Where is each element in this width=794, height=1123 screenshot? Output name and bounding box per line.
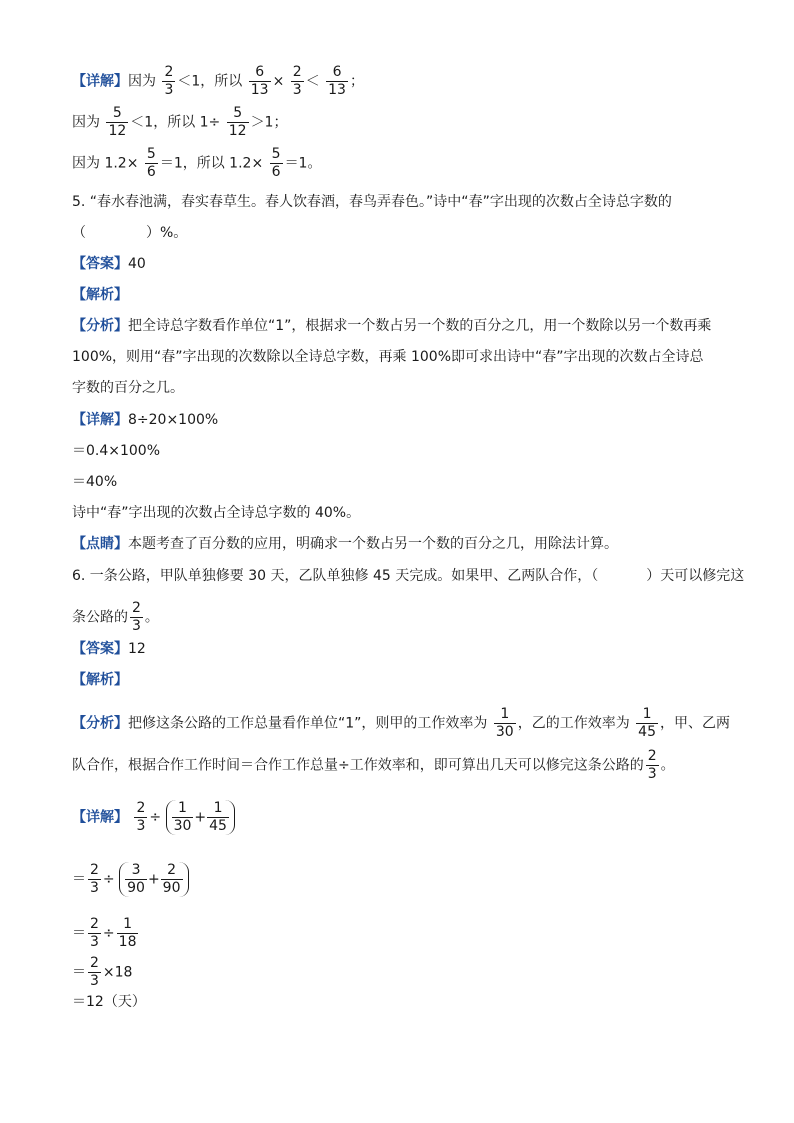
fraction: $\frac{5}{12}$ <box>108 105 127 139</box>
analysis-head-tag: 【解析】 <box>72 287 128 303</box>
prev-detail-line-1: 【详解】因为 $\frac{2}{3}$ ＜1，所以 $\frac{6}{13}$ × $\frac{2}{3}$ ＜ $\frac{6}{13}$ ； <box>72 64 364 98</box>
parenthesized-sum: $\frac{1}{30}$ + $\frac{1}{45}$ <box>166 800 235 835</box>
fraction: $\frac{5}{12}$ <box>228 105 247 139</box>
prev-detail-line-3: 因为 1.2× $\frac{5}{6}$ ＝1，所以 1.2× $\frac{5}{6}$ ＝1。 <box>72 146 322 180</box>
q5-question-line-1: 5. “春水春池满，春实春草生。春人饮春酒，春鸟弄春色。”诗中“春”字出现的次数占全诗总字数的 <box>72 194 672 210</box>
q6-analysis-line-1: 【分析】把修这条公路的工作总量看作单位“1”，则甲的工作效率为 $\frac{1}{30}$ ，乙的工作效率为 $\frac{1}{45}$ ，甲、乙两 <box>72 706 730 740</box>
q6-detail-line-1: 【详解】 $\frac{2}{3}$ ÷ $\frac{1}{30}$ + $\frac{1}{45}$ <box>72 800 235 835</box>
q5-detail-line-2: ＝0.4×100% <box>72 443 161 459</box>
fraction: $\frac{2}{3}$ <box>647 748 657 782</box>
q6-detail-line-5: ＝12（天） <box>72 994 146 1010</box>
q6-answer: 【答案】12 <box>72 641 146 657</box>
q6-detail-line-3: ＝ $\frac{2}{3}$ ÷ $\frac{1}{18}$ <box>72 916 137 950</box>
parenthesized-sum: $\frac{3}{90}$ + $\frac{2}{90}$ <box>119 862 188 897</box>
q5-detail-line-1: 【详解】8÷20×100% <box>72 412 219 428</box>
q5-detail-line-4: 诗中“春”字出现的次数占全诗总字数的 40%。 <box>72 505 361 521</box>
q5-analysis-line-1: 【分析】把全诗总字数看作单位“1”，根据求一个数占另一个数的百分之几，用一个数除以另一个数再乘 <box>72 318 712 334</box>
fraction: $\frac{2}{90}$ <box>162 862 181 896</box>
fraction: $\frac{1}{18}$ <box>118 916 137 950</box>
q6-detail-line-2: ＝ $\frac{2}{3}$ ÷ $\frac{3}{90}$ + $\frac{2}{90}$ <box>72 862 189 897</box>
q5-analysis-line-2: 100%，则用“春”字出现的次数除以全诗总字数，再乘 100%即可求出诗中“春”字出现的次数占全诗总 <box>72 349 704 365</box>
fraction: $\frac{1}{45}$ <box>209 800 227 834</box>
fraction: $\frac{2}{3}$ <box>292 64 302 98</box>
fraction: $\frac{2}{3}$ <box>164 64 174 98</box>
fraction: $\frac{1}{30}$ <box>173 800 192 834</box>
fraction: $\frac{2}{3}$ <box>90 916 99 950</box>
fraction: $\frac{1}{30}$ <box>495 706 514 740</box>
q5-answer: 【答案】40 <box>72 256 146 272</box>
q6-analysis-line-2: 队合作，根据合作工作时间＝合作工作总量÷工作效率和，即可算出几天可以修完这条公路的 $\frac{2}{3}$ 。 <box>72 748 675 782</box>
answer-tag: 【答案】 <box>72 256 128 272</box>
fraction: $\frac{6}{13}$ <box>250 64 269 98</box>
fraction: $\frac{2}{3}$ <box>132 600 141 634</box>
q5-analysis-line-3: 字数的百分之几。 <box>72 380 184 396</box>
q6-question-line-2: 条公路的 $\frac{2}{3}$ 。 <box>72 600 159 634</box>
detail-tag: 【详解】 <box>72 412 128 428</box>
fraction: $\frac{2}{3}$ <box>90 955 99 989</box>
prev-detail-line-2: 因为 $\frac{5}{12}$ ＜1，所以 1÷ $\frac{5}{12}$ ＞1； <box>72 105 288 139</box>
fraction: $\frac{5}{6}$ <box>146 146 156 180</box>
analysis-head-tag: 【解析】 <box>72 672 128 688</box>
q6-analysis-head <box>72 670 128 690</box>
fraction: $\frac{3}{90}$ <box>127 862 145 896</box>
fraction: $\frac{2}{3}$ <box>136 800 146 834</box>
fraction: $\frac{5}{6}$ <box>271 146 281 180</box>
analysis-tag: 【分析】 <box>72 715 128 732</box>
q5-detail-line-3: ＝40% <box>72 474 118 490</box>
q5-question-line-2: （ ）%。 <box>72 225 188 241</box>
q6-detail-line-4: ＝ $\frac{2}{3}$ ×18 <box>72 955 133 989</box>
analysis-tag: 【分析】 <box>72 318 128 334</box>
detail-tag: 【详解】 <box>72 809 128 826</box>
q5-analysis-head <box>72 285 128 305</box>
answer-tag: 【答案】 <box>72 641 128 657</box>
q5-comment: 【点睛】本题考查了百分数的应用，明确求一个数占另一个数的百分之几，用除法计算。 <box>72 536 618 552</box>
fraction: $\frac{1}{45}$ <box>638 706 656 740</box>
comment-tag: 【点睛】 <box>72 536 128 552</box>
detail-tag: 【详解】 <box>72 73 128 90</box>
fraction: $\frac{6}{13}$ <box>328 64 346 98</box>
q6-question-line-1: 6. 一条公路，甲队单独修要 30 天，乙队单独修 45 天完成。如果甲、乙两队合作，（ ）天可以修完这 <box>72 568 745 584</box>
fraction: $\frac{2}{3}$ <box>90 862 99 896</box>
